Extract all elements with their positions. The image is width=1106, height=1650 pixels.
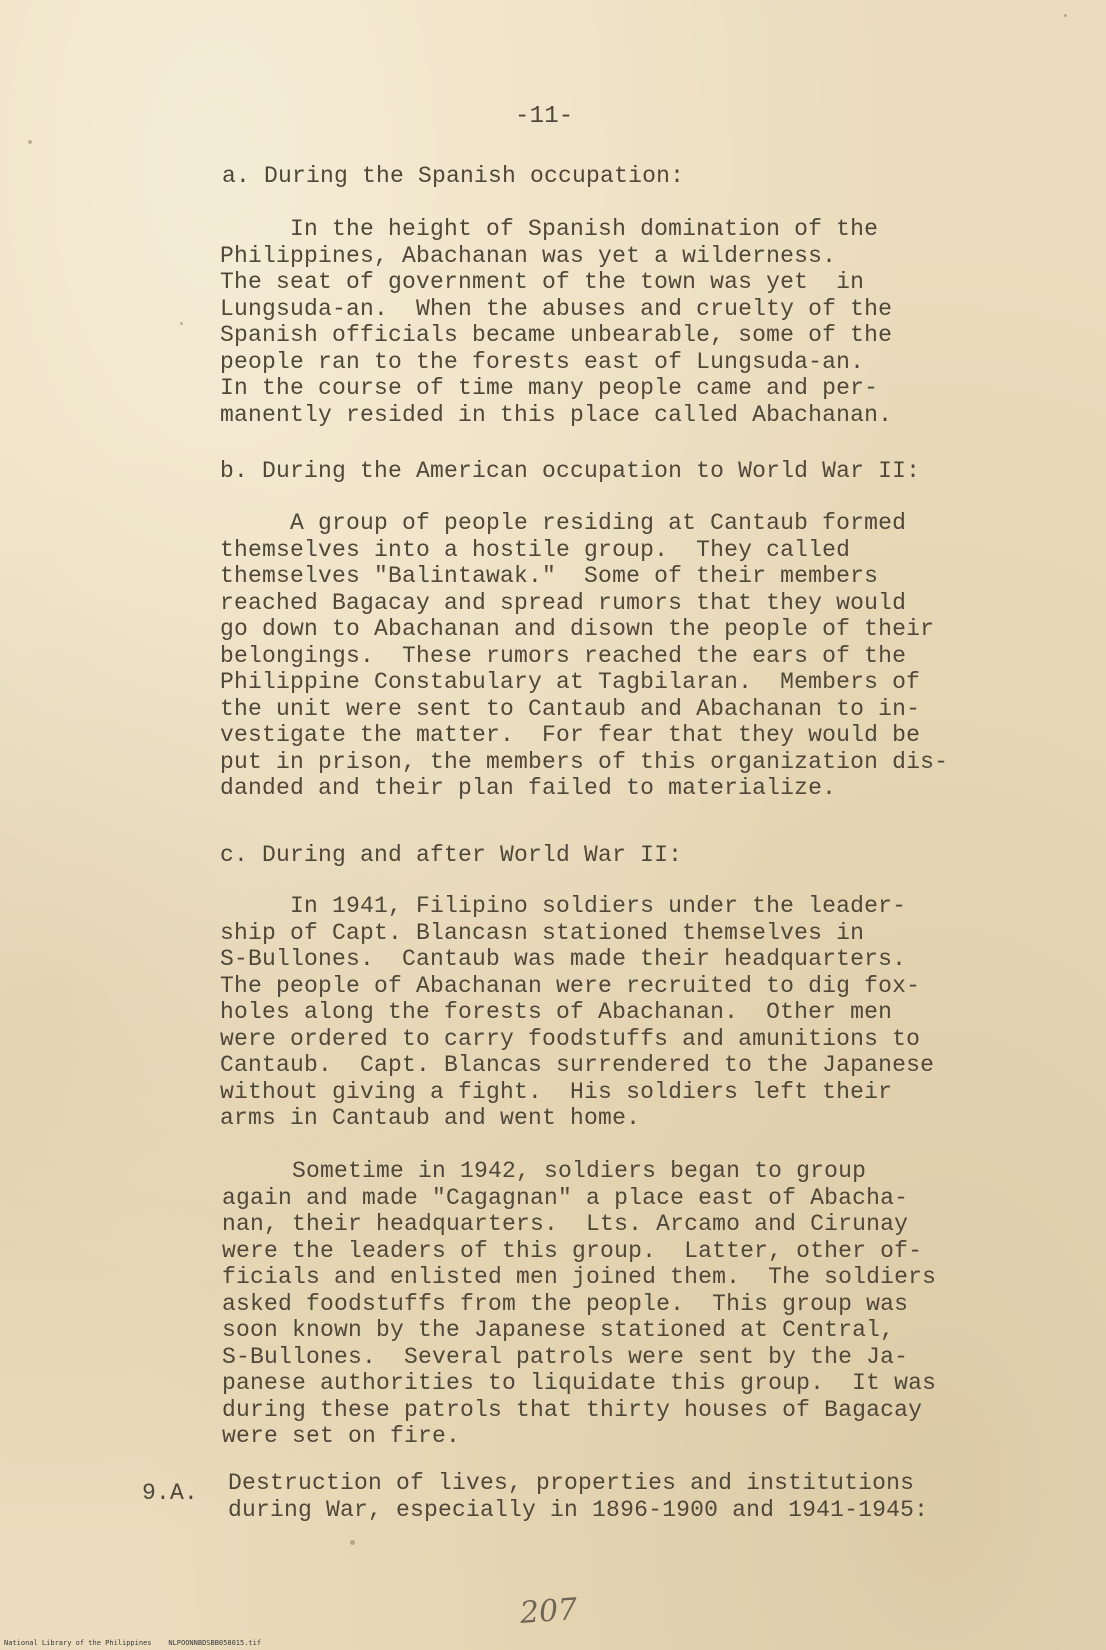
paper-speck <box>1064 14 1067 17</box>
paper-speck <box>28 140 32 144</box>
section-b-paragraph: A group of people residing at Cantaub formed themselves into a hostile group. They called themselves "Balintawak." Some of their members reached Bagacay and spread rumors that they would go down to Abachanan and disown the people of their belongings. These rumors reached the ears of the Philippine Constabulary at Tagbilaran. Members of the unit were sent to Cantaub and Abachanan to in- vestigate the matter. For fear that they would be put in prison, the members of this organization dis- danded and their plan failed to materialize. <box>220 510 949 801</box>
section-c-paragraph-1: In 1941, Filipino soldiers under the leader- ship of Capt. Blancasn stationed themselves in S-Bullones. Cantaub was made their headquarters. The people of Abachanan were recruited to dig fox- holes along the forests of Abachanan. Other men were ordered to carry foodstuffs and amunitions to Cantaub. Capt. Blancas surrendered to the Japanese without giving a fight. His soldiers left their arms in Cantaub and went home. <box>220 893 935 1131</box>
section-a-heading: a. During the Spanish occupation: <box>222 163 685 189</box>
handwritten-folio-number: 207 <box>518 1592 579 1631</box>
paper-speck <box>350 1540 355 1545</box>
section-9a-text: Destruction of lives, properties and institutions during War, especially in 1896-1900 and 1941-1945: <box>228 1470 929 1523</box>
section-c-heading: c. During and after World War II: <box>220 842 683 868</box>
paper-speck <box>180 322 183 325</box>
section-9a-number: 9.A. <box>142 1480 199 1506</box>
scan-footer-caption: National Library of the Philippines NLPOONNBDSBB058015.tif <box>4 1639 262 1647</box>
section-b-heading: b. During the American occupation to World War II: <box>220 458 921 484</box>
page-number: -11- <box>515 103 574 130</box>
section-a-paragraph: In the height of Spanish domination of the Philippines, Abachanan was yet a wilderness. The seat of government of the town was yet in Lungsuda-an. When the abuses and cruelty of the Spanish officials became unbearable, some of the people ran to the forests east of Lungsuda-an. In the course of time many people came and per- manently resided in this place called Abachanan. <box>220 216 893 428</box>
section-c-paragraph-2: Sometime in 1942, soldiers began to group again and made "Cagagnan" a place east of Abacha- nan, their headquarters. Lts. Arcamo and Cirunay were the leaders of this group. Latter, other of- ficials and enlisted men joined them. The soldiers asked foodstuffs from the people. This group was soon known by the Japanese stationed at Central, S-Bullones. Several patrols were sent by the Ja- panese authorities to liquidate this group. It was during these patrols that thirty houses of Bagacay were set on fire. <box>222 1158 937 1449</box>
